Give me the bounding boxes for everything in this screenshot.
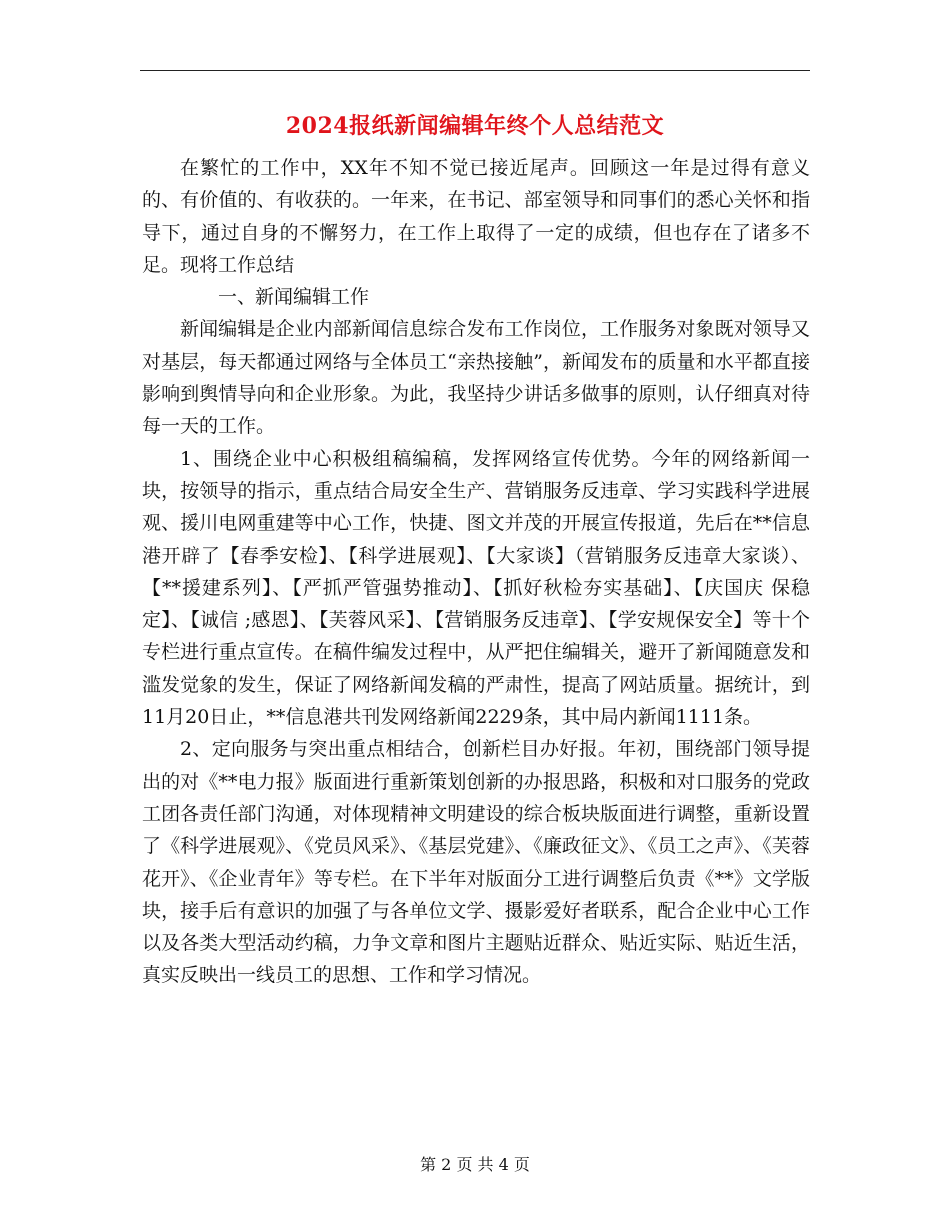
header-rule — [140, 70, 810, 71]
paragraph-item-1: 1、围绕企业中心积极组稿编稿，发挥网络宣传优势。今年的网络新闻一块，按领导的指示，重点结合局安全生产、营销服务反违章、学习实践科学进展观、援川电网重建等中心工作，快捷、图文并茂的开展宣传报道，先后在**信息港开辟了【春季安检】、【科学进展观】、【大家谈】（营销服务反违章大家谈）、【**援建系列】、【严抓严管强势推动】、【抓好秋检夯实基础】、【庆国庆 保稳定】、【诚信 ;感恩】、【芙蓉风采】、【营销服务反违章】、【学安规保安全】等十个专栏进行重点宣传。在稿件编发过程中，从严把住编辑关，避开了新闻随意发和滥发觉象的发生，保证了网络新闻发稿的严肃性，提高了网站质量。据统计，到11月20日止，**信息港共刊发网络新闻2229条，其中局内新闻1111条。 — [142, 447, 810, 729]
section-heading-number: 一、 — [218, 286, 257, 309]
paragraph-news-editing: 新闻编辑是企业内部新闻信息综合发布工作岗位，工作服务对象既对领导又对基层，每天都通过网络与全体员工“亲热接触”，新闻发布的质量和水平都直接影响到舆情导向和企业形象。为此，我坚持少讲话多做事的原则，认仔细真对待每一天的工作。 — [142, 318, 810, 438]
page-footer: 第 2 页 共 4 页 — [420, 1155, 530, 1174]
document-body — [142, 152, 810, 992]
paragraph-intro: 在繁忙的工作中，XX年不知不觉已接近尾声。回顾这一年是过得有意义的、有价值的、有收获的。一年来，在书记、部室领导和同事们的悉心关怀和指导下，通过自身的不懈努力，在工作上取得了一定的成绩，但也存在了诸多不足。现将工作总结 — [142, 157, 810, 276]
section-heading-text: 新闻编辑工作 — [255, 286, 370, 309]
paragraph-item-2: 2、定向服务与突出重点相结合，创新栏目办好报。年初，围绕部门领导提出的对《**电力报》版面进行重新策划创新的办报思路，积极和对口服务的党政工团各责任部门沟通，对体现精神文明建设的综合板块版面进行调整，重新设置了《科学进展观》、《党员风采》、《基层党建》、《廉政征文》、《员工之声》、《芙蓉花开》、《企业青年》等专栏。在下半年对版面分工进行调整后负责《**》文学版块，接手后有意识的加强了与各单位文学、摄影爱好者联系，配合企业中心工作以及各类大型活动约稿，力争文章和图片主题贴近群众、贴近实际、贴近生活，真实反映出一线员工的思想、工作和学习情况。 — [142, 738, 810, 987]
section-heading — [142, 281, 810, 313]
document-title: 2024报纸新闻编辑年终个人总结范文 — [285, 113, 665, 139]
